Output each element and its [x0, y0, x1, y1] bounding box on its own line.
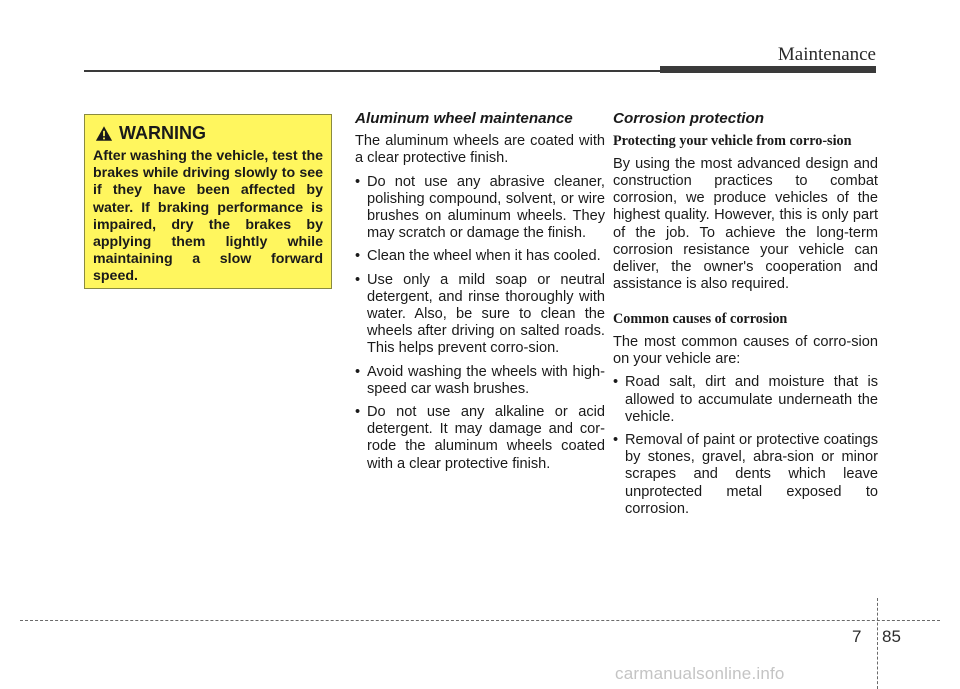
list-item: • Road salt, dirt and moisture that is allowed to accumulate underneath the vehicle.: [613, 374, 878, 426]
page-number: 85: [882, 627, 901, 646]
page-header-title: Maintenance: [777, 44, 876, 65]
corrosion-subheading-protecting: Protecting your vehicle from corro-sion: [613, 133, 852, 150]
corrosion-list: [613, 374, 878, 518]
list-item: • Do not use any abrasive cleaner, polishing compound, solvent, or wire brushes on aluminum wheels. They may scratch or damage the finish.: [355, 174, 605, 243]
warning-title: WARNING: [119, 123, 206, 143]
corrosion-subheading-causes: Common causes of corrosion: [613, 311, 788, 328]
chapter-number: 7: [852, 627, 862, 646]
watermark: carmanualsonline.info: [615, 664, 785, 683]
corrosion-causes-intro: The most common causes of corro-sion on your vehicle are:: [613, 334, 878, 368]
warning-box: [84, 114, 332, 289]
header-rule-accent: [660, 66, 876, 73]
list-item: • Use only a mild soap or neutral detergent, and rinse thoroughly with water. Also, be sure to clean the wheels after driving on salted roads. This helps prevent corro-sion.: [355, 272, 605, 358]
list-item: • Clean the wheel when it has cooled.: [355, 248, 605, 265]
warning-heading: [95, 123, 323, 144]
list-item: • Do not use any alkaline or acid detergent. It may damage and cor-rode the aluminum wheels coated with a clear protective finish.: [355, 404, 605, 473]
aluminum-list: [355, 174, 605, 473]
aluminum-title: Aluminum wheel maintenance: [355, 110, 573, 127]
warning-triangle-icon: [95, 125, 113, 142]
corrosion-title: Corrosion protection: [613, 110, 765, 127]
aluminum-section: [355, 110, 605, 479]
corrosion-section: [613, 110, 878, 524]
footer-vertical-divider: [877, 598, 878, 689]
aluminum-intro: The aluminum wheels are coated with a clear protective finish.: [355, 133, 605, 167]
corrosion-paragraph: By using the most advanced design and construction practices to combat corrosion, we produce vehicles of the highest quality. However, this is only part of the job. To achieve the long-term corrosion resistance your vehicle can deliver, the owner's cooperation and assistance is also required.: [613, 155, 878, 293]
footer-divider: [20, 620, 940, 621]
list-item: • Removal of paint or protective coatings by stones, gravel, abra-sion or minor scrapes and dents which leave unprotected metal exposed to corrosion.: [613, 432, 878, 518]
warning-text: After washing the vehicle, test the brakes while driving slowly to see if they have been affected by water. If braking performance is impaired, dry the brakes by applying them lightly while maintaining a slow forward speed.: [93, 148, 323, 285]
list-item: • Avoid washing the wheels with high-speed car wash brushes.: [355, 364, 605, 398]
